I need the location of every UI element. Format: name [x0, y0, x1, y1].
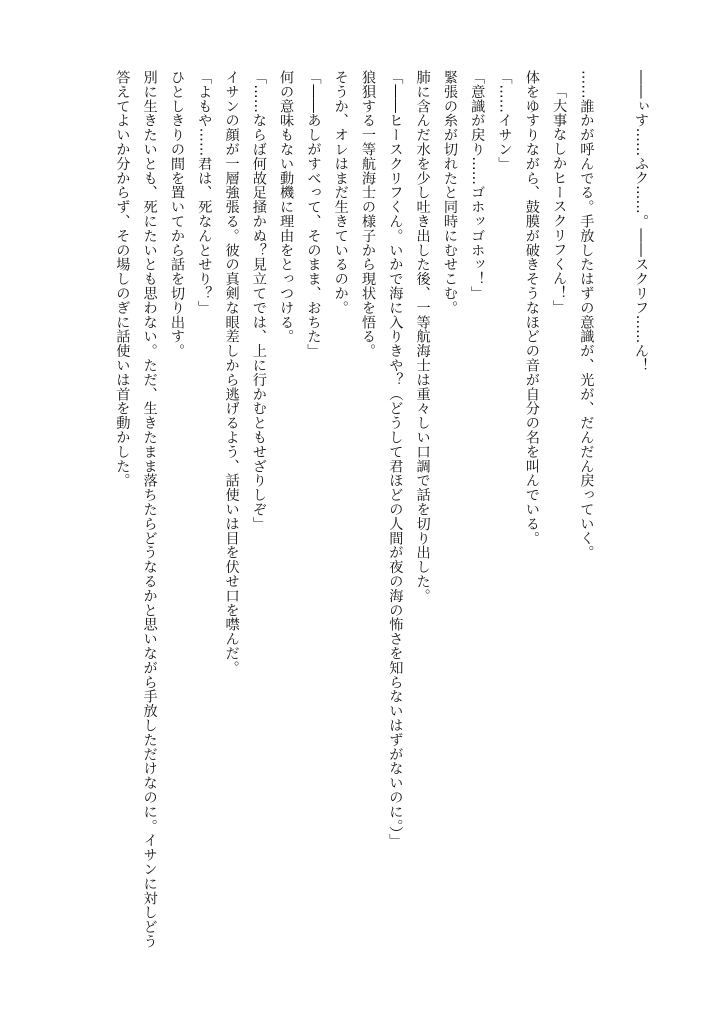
- text-line: 体をゆすりながら、鼓膜が破きそうなほどの音が自分の名を叫んでいる。: [523, 70, 540, 546]
- text-line: 狼狽する一等航海士の様子から現状を悟る。: [360, 70, 377, 358]
- text-line: 緊張の糸が切れたと同時にむせこむ。: [441, 70, 458, 315]
- dialogue-line: 「よもや……君は、死なんとせり？」: [196, 70, 213, 315]
- dialogue-line: 「――ヒースクリフくん。いかで海に入りきや？（どうして君ほどの人間が夜の海の怖さを知らないはずがないのに。）」: [387, 70, 404, 848]
- text-line: ひとしきりの間を置いてから話を切り出す。: [168, 70, 185, 358]
- dialogue-line: 「意識が戻り……ゴホッゴホッ！」: [469, 70, 486, 301]
- dialogue-line: 「……ならば何故足掻かぬ？見立てでは、上に行かむともせざりしぞ」: [250, 70, 267, 531]
- dialogue-line: 「大事なしかヒースクリフくん！」: [551, 84, 568, 315]
- vertical-text-body: [34, 70, 654, 960]
- text-line: ……誰かが呼んでる。手放したはずの意識が、光が、だんだん戻っていく。: [578, 70, 595, 560]
- text-line: イサンの顔が一層強張る。彼の真剣な眼差しから逃げるよう、話使いは目を伏せ口を噤んだ。: [223, 70, 240, 675]
- text-line: そうか、オレはまだ生きているのか。: [332, 70, 349, 315]
- text-line: 別に生きたいとも、死にたいとも思わない。ただ、生きたまま落ちたらどうなるかと思いながら手放しただけなのに。イサンに対しどう答えてよいか分からず、その場しのぎに話使いは首を動かした。: [114, 70, 158, 949]
- text-line: ――ぃす……ふク……。――スクリフ……ん！: [633, 70, 649, 373]
- dialogue-line: 「……イサン」: [496, 70, 513, 171]
- text-line: 肺に含んだ水を少し吐き出した後、一等航海士は重々しい口調で話を切り出した。: [414, 70, 431, 603]
- blank-line: [599, 70, 626, 960]
- dialogue-line: 「――あしがすべって、そのまま、おちた」: [305, 70, 322, 358]
- text-line: 何の意味もない動機に理由をとっつける。: [278, 70, 295, 344]
